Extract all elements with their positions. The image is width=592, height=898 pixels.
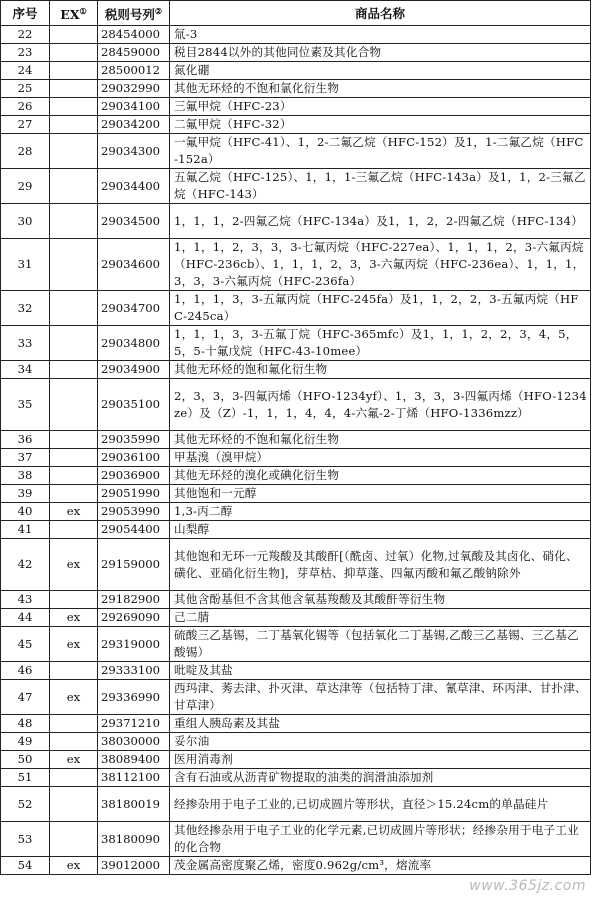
table-row	[1, 751, 591, 769]
row-tariff-code: 29034600	[98, 239, 170, 291]
table-row	[1, 715, 591, 733]
row-tariff-code: 29034900	[98, 361, 170, 379]
header-index: 序号	[1, 1, 50, 26]
table-row	[1, 627, 591, 662]
table-row	[1, 591, 591, 609]
row-index: 36	[1, 431, 50, 449]
row-tariff-code: 29034400	[98, 169, 170, 204]
row-commodity-name: 其他无环烃的不饱和氟化衍生物	[170, 431, 591, 449]
header-ex-footnote: ①	[79, 5, 87, 16]
row-ex-flag: ex	[50, 609, 98, 627]
row-index: 37	[1, 449, 50, 467]
row-commodity-name: 税目2844以外的其他同位素及其化合物	[170, 44, 591, 62]
row-index: 44	[1, 609, 50, 627]
table-row	[1, 521, 591, 539]
row-index: 39	[1, 485, 50, 503]
row-commodity-name: 吡啶及其盐	[170, 662, 591, 680]
row-index: 23	[1, 44, 50, 62]
row-commodity-name: 氚-3	[170, 26, 591, 44]
table-row	[1, 134, 591, 169]
row-commodity-name: 1，1，1，3，3-五氟丁烷（HFC-365mfc）及1，1，1，2，2，3，4，5，5，5-十氟戊烷（HFC-43-10mee）	[170, 326, 591, 361]
row-index: 24	[1, 62, 50, 80]
row-ex-flag	[50, 431, 98, 449]
row-index: 43	[1, 591, 50, 609]
table-row	[1, 26, 591, 44]
row-ex-flag	[50, 98, 98, 116]
row-ex-flag: ex	[50, 539, 98, 591]
row-index: 26	[1, 98, 50, 116]
table-row	[1, 822, 591, 857]
header-ex: EX①	[50, 1, 98, 26]
row-index: 38	[1, 467, 50, 485]
row-index: 30	[1, 204, 50, 239]
table-row	[1, 361, 591, 379]
table-row	[1, 467, 591, 485]
row-index: 48	[1, 715, 50, 733]
row-commodity-name: 妥尔油	[170, 733, 591, 751]
header-code-footnote: ②	[154, 5, 163, 16]
row-ex-flag	[50, 449, 98, 467]
row-tariff-code: 29051990	[98, 485, 170, 503]
row-tariff-code: 29034700	[98, 291, 170, 326]
row-commodity-name: 其他饱和无环一元羧酸及其酸酐[（酰卤、过氧）化物,过氧酸及其卤化、硝化、磺化、亚硝化衍生物]，芽草枯、抑草蓬、四氟丙酸和氟乙酸钠除外	[170, 539, 591, 591]
table-row	[1, 169, 591, 204]
row-ex-flag: ex	[50, 751, 98, 769]
row-commodity-name: 其他无环烃的溴化或碘化衍生物	[170, 467, 591, 485]
row-index: 45	[1, 627, 50, 662]
row-ex-flag: ex	[50, 857, 98, 875]
table-header-row	[1, 1, 591, 26]
table-row	[1, 62, 591, 80]
table-row	[1, 239, 591, 291]
row-index: 47	[1, 680, 50, 715]
row-tariff-code: 39012000	[98, 857, 170, 875]
table-row	[1, 769, 591, 787]
row-ex-flag	[50, 662, 98, 680]
row-ex-flag	[50, 769, 98, 787]
row-commodity-name: 其他经掺杂用于电子工业的化学元素,已切成圆片等形状；经掺杂用于电子工业的化合物	[170, 822, 591, 857]
row-index: 27	[1, 116, 50, 134]
row-commodity-name: 重组人胰岛素及其盐	[170, 715, 591, 733]
row-commodity-name: 1，1，1，2，3，3，3-七氟丙烷（HFC-227ea）、1，1，1，2，3-六氟丙烷（HFC-236cb）、1，1，1，2，3，3-六氟丙烷（HFC-236ea）、1，1，1，3，3，3-六氟丙烷（HFC-236fa）	[170, 239, 591, 291]
row-commodity-name: 其他无环烃的饱和氟化衍生物	[170, 361, 591, 379]
table-row	[1, 503, 591, 521]
row-index: 40	[1, 503, 50, 521]
table-row	[1, 485, 591, 503]
row-index: 52	[1, 787, 50, 822]
row-ex-flag	[50, 787, 98, 822]
row-index: 50	[1, 751, 50, 769]
row-tariff-code: 29035990	[98, 431, 170, 449]
row-commodity-name: 氮化硼	[170, 62, 591, 80]
table-row	[1, 379, 591, 431]
row-tariff-code: 29054400	[98, 521, 170, 539]
table-row	[1, 291, 591, 326]
row-index: 22	[1, 26, 50, 44]
row-commodity-name: 山梨醇	[170, 521, 591, 539]
row-ex-flag	[50, 291, 98, 326]
row-commodity-name: 1，1，1，3，3-五氟丙烷（HFC-245fa）及1，1，2，2，3-五氟丙烷（HFC-245ca）	[170, 291, 591, 326]
header-commodity-name: 商品名称	[170, 1, 591, 26]
row-ex-flag	[50, 44, 98, 62]
row-commodity-name: 茂金属高密度聚乙烯，密度0.962g/cm³，熔流率	[170, 857, 591, 875]
row-index: 33	[1, 326, 50, 361]
row-index: 28	[1, 134, 50, 169]
row-index: 46	[1, 662, 50, 680]
row-index: 31	[1, 239, 50, 291]
row-commodity-name: 含有石油或从沥青矿物提取的油类的润滑油添加剂	[170, 769, 591, 787]
row-commodity-name: 1，1，1，2-四氟乙烷（HFC-134a）及1，1，2，2-四氟乙烷（HFC-134）	[170, 204, 591, 239]
row-ex-flag	[50, 379, 98, 431]
row-tariff-code: 29034800	[98, 326, 170, 361]
row-tariff-code: 38089400	[98, 751, 170, 769]
row-commodity-name: 三氟甲烷（HFC-23）	[170, 98, 591, 116]
table-row	[1, 857, 591, 875]
table-row	[1, 204, 591, 239]
row-ex-flag	[50, 134, 98, 169]
row-tariff-code: 29182900	[98, 591, 170, 609]
row-ex-flag	[50, 62, 98, 80]
row-ex-flag	[50, 239, 98, 291]
row-ex-flag	[50, 521, 98, 539]
table-row	[1, 662, 591, 680]
row-tariff-code: 29034200	[98, 116, 170, 134]
row-index: 49	[1, 733, 50, 751]
row-tariff-code: 38180019	[98, 787, 170, 822]
row-tariff-code: 29336990	[98, 680, 170, 715]
row-tariff-code: 29053990	[98, 503, 170, 521]
row-commodity-name: 硫酸三乙基锡，二丁基氧化锡等（包括氧化二丁基锡,乙酸三乙基锡、三乙基乙酸锡）	[170, 627, 591, 662]
table-row	[1, 80, 591, 98]
row-index: 29	[1, 169, 50, 204]
row-ex-flag	[50, 485, 98, 503]
table-row	[1, 431, 591, 449]
row-index: 34	[1, 361, 50, 379]
row-tariff-code: 29034300	[98, 134, 170, 169]
row-commodity-name: 1,3-丙二醇	[170, 503, 591, 521]
row-commodity-name: 其他含酚基但不含其他含氧基羧酸及其酸酐等衍生物	[170, 591, 591, 609]
row-tariff-code: 29371210	[98, 715, 170, 733]
row-tariff-code: 28454000	[98, 26, 170, 44]
row-tariff-code: 29034500	[98, 204, 170, 239]
row-tariff-code: 29032990	[98, 80, 170, 98]
table-row	[1, 98, 591, 116]
row-ex-flag	[50, 80, 98, 98]
row-tariff-code: 29159000	[98, 539, 170, 591]
row-ex-flag: ex	[50, 680, 98, 715]
row-commodity-name: 经掺杂用于电子工业的,已切成圆片等形状，直径＞15.24cm的单晶硅片	[170, 787, 591, 822]
row-ex-flag	[50, 361, 98, 379]
row-tariff-code: 28500012	[98, 62, 170, 80]
row-commodity-name: 西玛津、莠去津、扑灭津、草达津等（包括特丁津、氰草津、环丙津、甘扑津、甘草津）	[170, 680, 591, 715]
row-index: 54	[1, 857, 50, 875]
table-row	[1, 539, 591, 591]
row-ex-flag	[50, 715, 98, 733]
row-index: 35	[1, 379, 50, 431]
row-tariff-code: 29319000	[98, 627, 170, 662]
row-commodity-name: 其他饱和一元醇	[170, 485, 591, 503]
row-ex-flag	[50, 733, 98, 751]
row-index: 53	[1, 822, 50, 857]
row-commodity-name: 医用消毒剂	[170, 751, 591, 769]
row-commodity-name: 甲基溴（溴甲烷）	[170, 449, 591, 467]
row-index: 41	[1, 521, 50, 539]
row-ex-flag	[50, 116, 98, 134]
row-commodity-name: 一氟甲烷（HFC-41）、1，2-二氟乙烷（HFC-152）及1，1-二氟乙烷（HFC-152a）	[170, 134, 591, 169]
row-ex-flag	[50, 467, 98, 485]
row-index: 32	[1, 291, 50, 326]
row-ex-flag	[50, 326, 98, 361]
watermark: www.365jz.com	[469, 878, 586, 894]
row-commodity-name: 2，3，3，3-四氟丙烯（HFO-1234yf）、1，3，3，3-四氟丙烯（HFO-1234ze）及（Z）-1，1，1，4，4，4-六氟-2-丁烯（HFO-1336mzz）	[170, 379, 591, 431]
row-tariff-code: 29333100	[98, 662, 170, 680]
table-row	[1, 680, 591, 715]
row-commodity-name: 己二腈	[170, 609, 591, 627]
row-tariff-code: 38112100	[98, 769, 170, 787]
table-row	[1, 44, 591, 62]
header-tariff-code: 税则号列②	[98, 1, 170, 26]
table-row	[1, 449, 591, 467]
row-tariff-code: 28459000	[98, 44, 170, 62]
row-commodity-name: 二氟甲烷（HFC-32）	[170, 116, 591, 134]
row-tariff-code: 29036100	[98, 449, 170, 467]
table-row	[1, 326, 591, 361]
row-ex-flag	[50, 591, 98, 609]
row-ex-flag	[50, 822, 98, 857]
row-commodity-name: 五氟乙烷（HFC-125）、1，1，1-三氟乙烷（HFC-143a）及1，1，2-三氟乙烷（HFC-143）	[170, 169, 591, 204]
table-row	[1, 116, 591, 134]
table-row	[1, 733, 591, 751]
row-tariff-code: 38030000	[98, 733, 170, 751]
row-ex-flag	[50, 204, 98, 239]
row-tariff-code: 29034100	[98, 98, 170, 116]
row-ex-flag	[50, 169, 98, 204]
row-tariff-code: 38180090	[98, 822, 170, 857]
row-tariff-code: 29269090	[98, 609, 170, 627]
row-index: 25	[1, 80, 50, 98]
row-commodity-name: 其他无环烃的不饱和氯化衍生物	[170, 80, 591, 98]
row-tariff-code: 29035100	[98, 379, 170, 431]
table-row	[1, 787, 591, 822]
row-ex-flag: ex	[50, 627, 98, 662]
table-row	[1, 609, 591, 627]
row-ex-flag: ex	[50, 503, 98, 521]
row-ex-flag	[50, 26, 98, 44]
row-index: 51	[1, 769, 50, 787]
row-tariff-code: 29036900	[98, 467, 170, 485]
table-body	[1, 26, 591, 875]
row-index: 42	[1, 539, 50, 591]
